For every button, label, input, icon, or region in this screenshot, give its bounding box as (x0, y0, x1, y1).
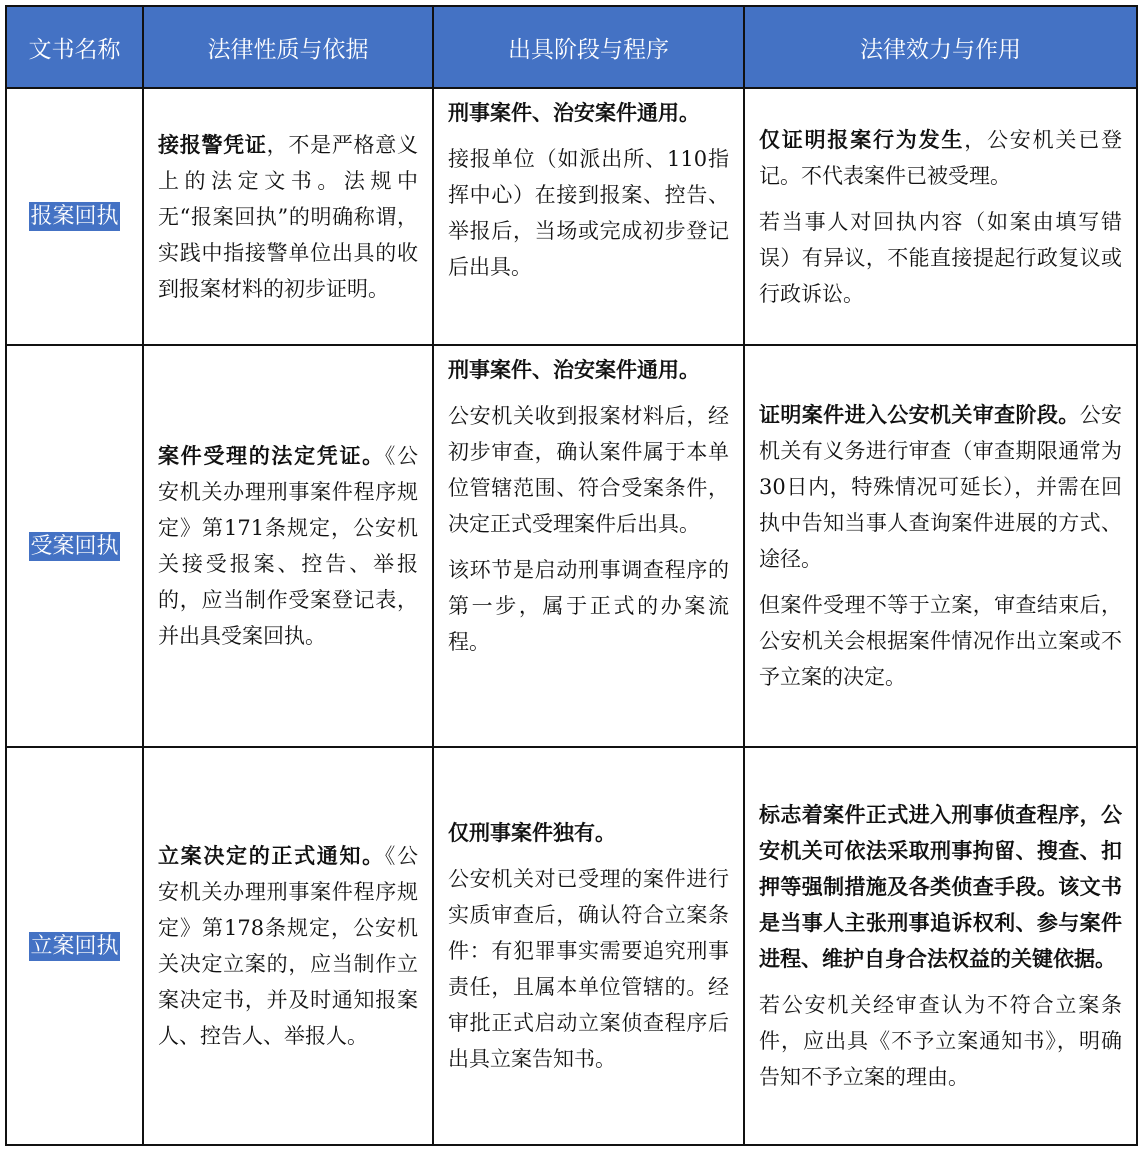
issuing-stage-bold: 刑事案件、治安案件通用。 (448, 357, 700, 382)
legal-effect-cell (744, 747, 1137, 1145)
document-name-cell (6, 747, 143, 1145)
legal-effect-paragraph: 若公安机关经审查认为不符合立案条件，应出具《不予立案通知书》，明确告知不予立案的理由。 (759, 993, 1122, 1089)
legal-nature-bold: 接报警凭证 (158, 131, 267, 157)
legal-nature-text: ，不是严格意义上的法定文书。法规中无“报案回执”的明确称谓，实践中指接警单位出具的收到报案材料的初步证明。 (158, 132, 419, 301)
issuing-stage-paragraph: 接报单位（如派出所、110指挥中心）在接到报案、控告、举报后，当场或完成初步登记后出具。 (448, 147, 729, 279)
document-name-cell (6, 88, 143, 345)
issuing-stage-paragraph: 公安机关对已受理的案件进行实质审查后，确认符合立案条件：有犯罪事实需要追究刑事责任，且属本单位管辖的。经审批正式启动立案侦查程序后出具立案告知书。 (448, 867, 729, 1071)
legal-nature-cell (143, 88, 433, 345)
issuing-stage-cell (433, 88, 744, 345)
legal-effect-bold: 标志着案件正式进入刑事侦查程序，公安机关可依法采取刑事拘留、搜查、扣押等强制措施及各类侦查手段。该文书是当事人主张刑事追诉权利、参与案件进程、维护自身合法权益的关键依据。 (759, 802, 1122, 971)
issuing-stage-cell (433, 345, 744, 747)
legal-nature-bold: 立案决定的正式通知。 (158, 843, 385, 868)
header-row (6, 6, 1137, 88)
document-name: 受案回执 (30, 533, 119, 559)
legal-effect-paragraph: 但案件受理不等于立案，审查结束后，公安机关会根据案件情况作出立案或不予立案的决定。 (759, 593, 1122, 689)
document-name: 报案回执 (30, 204, 119, 229)
legal-nature-cell (143, 345, 433, 747)
header-legal-effect: 法律效力与作用 (744, 6, 1137, 88)
legal-nature-cell (143, 747, 433, 1145)
issuing-stage-bold: 仅刑事案件独有。 (448, 820, 616, 845)
issuing-stage-bold: 刑事案件、治安案件通用。 (448, 100, 700, 125)
table-row (6, 747, 1137, 1145)
legal-effect-cell (744, 345, 1137, 747)
table-row (6, 345, 1137, 747)
issuing-stage-paragraph: 公安机关收到报案材料后，经初步审查，确认案件属于本单位管辖范围、符合受案条件，决定正式受理案件后出具。 (448, 404, 729, 536)
legal-nature-text: 《公安机关办理刑事案件程序规定》第171条规定，公安机关接受报案、控告、举报的，应当制作受案登记表，并出具受案回执。 (158, 444, 419, 648)
header-legal-nature: 法律性质与依据 (143, 6, 433, 88)
legal-nature-text: 《公安机关办理刑事案件程序规定》第178条规定，公安机关决定立案的，应当制作立案决定书，并及时通知报案人、控告人、举报人。 (158, 844, 419, 1048)
table-row (6, 88, 1137, 345)
document-name: 立案回执 (30, 933, 119, 959)
header-document-name: 文书名称 (6, 6, 143, 88)
legal-effect-paragraph: 若当事人对回执内容（如案由填写错误）有异议，不能直接提起行政复议或行政诉讼。 (759, 209, 1122, 306)
legal-effect-bold: 证明案件进入公安机关审查阶段。 (759, 402, 1080, 427)
legal-effect-text: ，公安机关已登记。不代表案件已被受理。 (759, 127, 1123, 188)
legal-effect-bold: 仅证明报案行为发生 (759, 126, 965, 152)
legal-effect-cell (744, 88, 1137, 345)
issuing-stage-cell (433, 747, 744, 1145)
comparison-table (5, 5, 1138, 1146)
header-issuing-stage: 出具阶段与程序 (433, 6, 744, 88)
document-name-cell (6, 345, 143, 747)
legal-effect-text: 公安机关有义务进行审查（审查期限通常为30日内，特殊情况可延长），并需在回执中告知当事人查询案件进展的方式、途径。 (759, 403, 1122, 571)
legal-nature-bold: 案件受理的法定凭证。 (158, 443, 385, 468)
issuing-stage-paragraph: 该环节是启动刑事调查程序的第一步，属于正式的办案流程。 (448, 558, 729, 654)
